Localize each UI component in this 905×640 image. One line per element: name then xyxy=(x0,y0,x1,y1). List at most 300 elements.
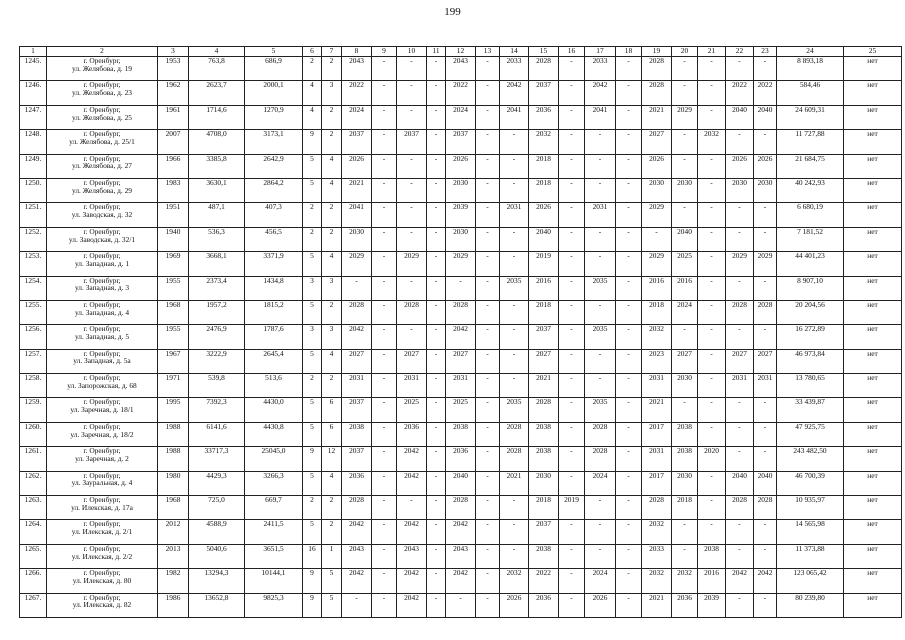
cell-col-11: - xyxy=(427,325,446,349)
cell-col-18: - xyxy=(616,81,642,105)
cell-col-20: 2027 xyxy=(672,349,698,373)
cell-col-18: - xyxy=(616,569,642,593)
cell-col-7: 2 xyxy=(322,374,342,398)
cell-col-15: 2026 xyxy=(529,203,559,227)
cell-col-6: 2 xyxy=(303,57,322,81)
cell-col-24: 13 780,65 xyxy=(777,374,844,398)
cell-col-4: 5040,6 xyxy=(189,544,245,568)
address-city: г. Оренбург, xyxy=(83,154,121,163)
cell-col-10: - xyxy=(397,178,427,202)
cell-col-24: 8 893,18 xyxy=(777,57,844,81)
cell-col-21: - xyxy=(698,349,726,373)
cell-col-14: - xyxy=(500,349,529,373)
table-row xyxy=(20,593,902,617)
cell-col-7: 12 xyxy=(322,447,342,471)
row-number-cell: 1260. xyxy=(20,422,47,446)
address-cell xyxy=(47,178,158,202)
cell-col-25: нет xyxy=(844,569,902,593)
cell-col-4: 7392,3 xyxy=(189,398,245,422)
cell-col-7: 1 xyxy=(322,544,342,568)
cell-col-14: 2035 xyxy=(500,398,529,422)
cell-col-25: нет xyxy=(844,422,902,446)
row-number-cell: 1257. xyxy=(20,349,47,373)
address-street: ул. Западная, д. 5а xyxy=(73,356,131,366)
column-header-19: 19 xyxy=(642,47,672,57)
cell-col-10: - xyxy=(397,203,427,227)
cell-col-4: 2623,7 xyxy=(189,81,245,105)
cell-col-17: 2028 xyxy=(585,447,616,471)
cell-col-16: - xyxy=(559,593,585,617)
cell-col-21: - xyxy=(698,325,726,349)
column-header-13: 13 xyxy=(476,47,500,57)
cell-col-19: 2032 xyxy=(642,325,672,349)
address-city: г. Оренбург, xyxy=(83,519,121,529)
cell-col-22: 2031 xyxy=(726,374,754,398)
cell-col-19: 2028 xyxy=(642,57,672,81)
cell-col-15: 2037 xyxy=(529,520,559,544)
cell-col-14: - xyxy=(500,154,529,178)
cell-col-5: 1815,2 xyxy=(245,300,303,324)
cell-col-22: 2028 xyxy=(726,496,754,520)
cell-col-16: - xyxy=(559,374,585,398)
cell-col-3: 1955 xyxy=(158,325,189,349)
cell-col-22: 2026 xyxy=(726,154,754,178)
cell-col-23: 2028 xyxy=(754,496,777,520)
cell-col-13: - xyxy=(476,276,500,300)
cell-col-3: 1966 xyxy=(158,154,189,178)
cell-col-16: - xyxy=(559,398,585,422)
address-city: г. Оренбург, xyxy=(83,300,121,309)
cell-col-15: 2038 xyxy=(529,447,559,471)
cell-col-18: - xyxy=(616,154,642,178)
cell-col-20: 2038 xyxy=(672,422,698,446)
cell-col-7: 2 xyxy=(322,105,342,129)
cell-col-5: 2000,1 xyxy=(245,81,303,105)
cell-col-6: 9 xyxy=(303,447,322,471)
cell-col-23: - xyxy=(754,520,777,544)
cell-col-24: 10 935,97 xyxy=(777,496,844,520)
cell-col-12: 2037 xyxy=(446,130,476,154)
cell-col-25: нет xyxy=(844,447,902,471)
cell-col-11: - xyxy=(427,203,446,227)
column-header-21: 21 xyxy=(698,47,726,57)
cell-col-23: - xyxy=(754,130,777,154)
cell-col-19: 2016 xyxy=(642,276,672,300)
cell-col-16: - xyxy=(559,349,585,373)
cell-col-24: 24 609,31 xyxy=(777,105,844,129)
cell-col-19: 2032 xyxy=(642,520,672,544)
cell-col-4: 3668,1 xyxy=(189,252,245,276)
cell-col-18: - xyxy=(616,178,642,202)
cell-col-7: 6 xyxy=(322,398,342,422)
cell-col-10: 2025 xyxy=(397,398,427,422)
cell-col-24: 21 684,75 xyxy=(777,154,844,178)
cell-col-13: - xyxy=(476,349,500,373)
cell-col-17: - xyxy=(585,130,616,154)
cell-col-9: - xyxy=(372,227,397,251)
cell-col-19: 2027 xyxy=(642,130,672,154)
cell-col-4: 2373,4 xyxy=(189,276,245,300)
address-cell xyxy=(47,227,158,251)
address-city: г. Оренбург, xyxy=(83,544,121,553)
cell-col-4: 1957,2 xyxy=(189,300,245,324)
row-number-cell: 1247. xyxy=(20,105,47,129)
cell-col-24: 7 181,52 xyxy=(777,227,844,251)
cell-col-16: - xyxy=(559,276,585,300)
cell-col-24: 8 907,10 xyxy=(777,276,844,300)
cell-col-12: 2036 xyxy=(446,447,476,471)
cell-col-11: - xyxy=(427,252,446,276)
cell-col-24: 46 700,39 xyxy=(777,471,844,495)
cell-col-11: - xyxy=(427,447,446,471)
table-row xyxy=(20,57,902,81)
cell-col-24: 46 973,84 xyxy=(777,349,844,373)
cell-col-18: - xyxy=(616,447,642,471)
cell-col-10: 2042 xyxy=(397,471,427,495)
cell-col-9: - xyxy=(372,252,397,276)
address-city: г. Оренбург, xyxy=(83,593,121,602)
cell-col-22: 2030 xyxy=(726,178,754,202)
cell-col-12: 2039 xyxy=(446,203,476,227)
cell-col-6: 5 xyxy=(303,178,322,202)
cell-col-21: - xyxy=(698,374,726,398)
cell-col-4: 33717,3 xyxy=(189,447,245,471)
cell-col-10: - xyxy=(397,496,427,520)
cell-col-20: - xyxy=(672,130,698,154)
cell-col-23: - xyxy=(754,398,777,422)
cell-col-9: - xyxy=(372,178,397,202)
address-street: ул. Желябова, д. 19 xyxy=(71,63,133,73)
cell-col-24: 14 565,98 xyxy=(777,520,844,544)
cell-col-12: 2031 xyxy=(446,374,476,398)
cell-col-24: 44 401,23 xyxy=(777,252,844,276)
cell-col-19: 2033 xyxy=(642,544,672,568)
cell-col-7: 5 xyxy=(322,569,342,593)
cell-col-18: - xyxy=(616,57,642,81)
cell-col-16: - xyxy=(559,57,585,81)
cell-col-11: - xyxy=(427,130,446,154)
address-cell xyxy=(47,496,158,520)
cell-col-20: 2024 xyxy=(672,300,698,324)
table-row xyxy=(20,105,902,129)
cell-col-21: - xyxy=(698,203,726,227)
cell-col-10: 2042 xyxy=(397,569,427,593)
cell-col-14: - xyxy=(500,496,529,520)
cell-col-22: 2042 xyxy=(726,569,754,593)
cell-col-21: 2038 xyxy=(698,544,726,568)
column-header-16: 16 xyxy=(559,47,585,57)
cell-col-5: 1270,9 xyxy=(245,105,303,129)
cell-col-21: - xyxy=(698,300,726,324)
cell-col-18: - xyxy=(616,593,642,617)
column-header-4: 4 xyxy=(189,47,245,57)
cell-col-9: - xyxy=(372,349,397,373)
cell-col-4: 3222,9 xyxy=(189,349,245,373)
address-street: ул. Западная, д. 4 xyxy=(74,307,130,317)
cell-col-23: - xyxy=(754,276,777,300)
table-row xyxy=(20,130,902,154)
cell-col-11: - xyxy=(427,178,446,202)
cell-col-20: 2016 xyxy=(672,276,698,300)
cell-col-8: 2042 xyxy=(342,520,372,544)
cell-col-17: - xyxy=(585,349,616,373)
cell-col-12: 2025 xyxy=(446,398,476,422)
row-number-cell: 1252. xyxy=(20,227,47,251)
cell-col-13: - xyxy=(476,398,500,422)
address-cell xyxy=(47,374,158,398)
cell-col-7: 2 xyxy=(322,520,342,544)
address-cell xyxy=(47,81,158,105)
address-street: ул. Илекская, д. 2/1 xyxy=(71,527,133,537)
cell-col-16: - xyxy=(559,471,585,495)
cell-col-19: 2023 xyxy=(642,349,672,373)
cell-col-16: - xyxy=(559,325,585,349)
cell-col-16: - xyxy=(559,105,585,129)
address-cell xyxy=(47,203,158,227)
cell-col-11: - xyxy=(427,57,446,81)
cell-col-7: 4 xyxy=(322,349,342,373)
cell-col-4: 3630,1 xyxy=(189,178,245,202)
cell-col-8: 2021 xyxy=(342,178,372,202)
cell-col-5: 3266,3 xyxy=(245,471,303,495)
cell-col-10: 2042 xyxy=(397,447,427,471)
cell-col-13: - xyxy=(476,569,500,593)
address-street: ул. Заречная, д. 2 xyxy=(75,454,129,464)
cell-col-5: 456,5 xyxy=(245,227,303,251)
cell-col-18: - xyxy=(616,471,642,495)
cell-col-14: 2041 xyxy=(500,105,529,129)
cell-col-11: - xyxy=(427,105,446,129)
address-city: г. Оренбург, xyxy=(83,56,121,65)
cell-col-6: 5 xyxy=(303,154,322,178)
cell-col-20: - xyxy=(672,154,698,178)
cell-col-21: - xyxy=(698,227,726,251)
column-header-9: 9 xyxy=(372,47,397,57)
cell-col-6: 2 xyxy=(303,227,322,251)
cell-col-15: 2028 xyxy=(529,57,559,81)
cell-col-5: 4430,0 xyxy=(245,398,303,422)
cell-col-21: - xyxy=(698,252,726,276)
cell-col-11: - xyxy=(427,544,446,568)
cell-col-16: - xyxy=(559,422,585,446)
cell-col-14: 2031 xyxy=(500,203,529,227)
address-street: ул. Илекская, д. 2/2 xyxy=(71,551,133,561)
address-street: ул. Желябова, д. 27 xyxy=(71,161,133,171)
cell-col-22: 2027 xyxy=(726,349,754,373)
table-row xyxy=(20,374,902,398)
cell-col-23: 2029 xyxy=(754,252,777,276)
table-row xyxy=(20,398,902,422)
cell-col-12: 2043 xyxy=(446,57,476,81)
cell-col-10: 2036 xyxy=(397,422,427,446)
cell-col-21: 2032 xyxy=(698,130,726,154)
cell-col-18: - xyxy=(616,398,642,422)
cell-col-22: 2040 xyxy=(726,105,754,129)
address-street: ул. Желябова, д. 25 xyxy=(71,112,133,122)
cell-col-10: - xyxy=(397,276,427,300)
cell-col-5: 4430,8 xyxy=(245,422,303,446)
address-city: г. Оренбург, xyxy=(83,129,121,139)
cell-col-13: - xyxy=(476,130,500,154)
cell-col-25: нет xyxy=(844,325,902,349)
cell-col-7: 2 xyxy=(322,496,342,520)
column-header-12: 12 xyxy=(446,47,476,57)
cell-col-8: 2029 xyxy=(342,252,372,276)
cell-col-4: 13652,8 xyxy=(189,593,245,617)
cell-col-19: 2028 xyxy=(642,496,672,520)
row-number-cell: 1258. xyxy=(20,374,47,398)
cell-col-21: - xyxy=(698,276,726,300)
address-cell xyxy=(47,300,158,324)
cell-col-25: нет xyxy=(844,154,902,178)
address-street: ул. Заречная, д. 18/1 xyxy=(70,405,134,415)
column-header-15: 15 xyxy=(529,47,559,57)
cell-col-9: - xyxy=(372,544,397,568)
cell-col-3: 1962 xyxy=(158,81,189,105)
cell-col-8: 2031 xyxy=(342,374,372,398)
cell-col-9: - xyxy=(372,154,397,178)
cell-col-21: 2020 xyxy=(698,447,726,471)
cell-col-23: 2026 xyxy=(754,154,777,178)
cell-col-13: - xyxy=(476,544,500,568)
address-city: г. Оренбург, xyxy=(83,202,121,212)
cell-col-6: 5 xyxy=(303,252,322,276)
address-street: ул. Заводская, д. 32 xyxy=(71,210,133,220)
cell-col-19: 2021 xyxy=(642,398,672,422)
row-number-cell: 1266. xyxy=(20,569,47,593)
cell-col-19: 2021 xyxy=(642,593,672,617)
cell-col-6: 2 xyxy=(303,496,322,520)
cell-col-16: - xyxy=(559,227,585,251)
address-street: ул. Западная, д. 1 xyxy=(74,258,130,268)
cell-col-14: 2028 xyxy=(500,422,529,446)
cell-col-4: 6141,6 xyxy=(189,422,245,446)
cell-col-12: 2028 xyxy=(446,496,476,520)
cell-col-23: 2028 xyxy=(754,300,777,324)
column-header-17: 17 xyxy=(585,47,616,57)
cell-col-23: 2040 xyxy=(754,471,777,495)
cell-col-5: 2645,4 xyxy=(245,349,303,373)
cell-col-12: 2028 xyxy=(446,300,476,324)
cell-col-24: 16 272,89 xyxy=(777,325,844,349)
cell-col-7: 4 xyxy=(322,471,342,495)
cell-col-25: нет xyxy=(844,203,902,227)
cell-col-8: 2037 xyxy=(342,398,372,422)
cell-col-21: 2039 xyxy=(698,593,726,617)
cell-col-17: 2024 xyxy=(585,471,616,495)
cell-col-14: - xyxy=(500,252,529,276)
cell-col-13: - xyxy=(476,105,500,129)
cell-col-15: 2018 xyxy=(529,300,559,324)
row-number-cell: 1262. xyxy=(20,471,47,495)
address-city: г. Оренбург, xyxy=(83,422,121,431)
cell-col-4: 2476,9 xyxy=(189,325,245,349)
cell-col-22: - xyxy=(726,276,754,300)
address-street: ул. Илекская, д. 80 xyxy=(72,575,132,585)
address-cell xyxy=(47,520,158,544)
cell-col-13: - xyxy=(476,325,500,349)
cell-col-12: 2027 xyxy=(446,349,476,373)
cell-col-25: нет xyxy=(844,105,902,129)
cell-col-17: - xyxy=(585,227,616,251)
cell-col-17: - xyxy=(585,300,616,324)
cell-col-20: - xyxy=(672,57,698,81)
cell-col-15: 2037 xyxy=(529,325,559,349)
cell-col-10: - xyxy=(397,57,427,81)
address-cell xyxy=(47,349,158,373)
address-cell xyxy=(47,569,158,593)
cell-col-13: - xyxy=(476,422,500,446)
cell-col-17: 2026 xyxy=(585,593,616,617)
cell-col-5: 2864,2 xyxy=(245,178,303,202)
cell-col-21: 2016 xyxy=(698,569,726,593)
housing-register-table xyxy=(19,46,902,618)
cell-col-13: - xyxy=(476,252,500,276)
row-number-cell: 1263. xyxy=(20,496,47,520)
cell-col-16: - xyxy=(559,447,585,471)
cell-col-15: 2018 xyxy=(529,154,559,178)
cell-col-15: 2038 xyxy=(529,422,559,446)
cell-col-14: 2032 xyxy=(500,569,529,593)
column-header-23: 23 xyxy=(754,47,777,57)
cell-col-14: 2035 xyxy=(500,276,529,300)
address-cell xyxy=(47,130,158,154)
cell-col-8: 2041 xyxy=(342,203,372,227)
cell-col-13: - xyxy=(476,57,500,81)
table-row xyxy=(20,447,902,471)
address-cell xyxy=(47,447,158,471)
cell-col-20: 2036 xyxy=(672,593,698,617)
cell-col-3: 1983 xyxy=(158,178,189,202)
cell-col-22: - xyxy=(726,203,754,227)
cell-col-6: 5 xyxy=(303,422,322,446)
cell-col-25: нет xyxy=(844,57,902,81)
cell-col-12: 2030 xyxy=(446,227,476,251)
table-row xyxy=(20,81,902,105)
cell-col-23: - xyxy=(754,227,777,251)
row-number-cell: 1249. xyxy=(20,154,47,178)
address-street: ул. Илекская, д. 17а xyxy=(71,502,133,512)
cell-col-10: - xyxy=(397,81,427,105)
cell-col-7: 2 xyxy=(322,203,342,227)
cell-col-5: 686,9 xyxy=(245,57,303,81)
cell-col-3: 1940 xyxy=(158,227,189,251)
cell-col-22: - xyxy=(726,544,754,568)
address-street: ул. Заводская, д. 32/1 xyxy=(68,234,136,244)
cell-col-17: - xyxy=(585,178,616,202)
table-row xyxy=(20,520,902,544)
cell-col-8: 2042 xyxy=(342,569,372,593)
cell-col-9: - xyxy=(372,203,397,227)
cell-col-14: 2021 xyxy=(500,471,529,495)
address-street: ул. Желябова, д. 29 xyxy=(71,185,133,195)
cell-col-19: 2017 xyxy=(642,422,672,446)
address-city: г. Оренбург, xyxy=(83,276,121,285)
address-city: г. Оренбург, xyxy=(83,251,121,261)
cell-col-12: 2042 xyxy=(446,325,476,349)
address-cell xyxy=(47,398,158,422)
cell-col-14: 2042 xyxy=(500,81,529,105)
cell-col-23: - xyxy=(754,593,777,617)
cell-col-15: 2036 xyxy=(529,105,559,129)
cell-col-4: 763,8 xyxy=(189,57,245,81)
cell-col-22: 2028 xyxy=(726,300,754,324)
cell-col-18: - xyxy=(616,130,642,154)
cell-col-17: - xyxy=(585,154,616,178)
cell-col-8: 2043 xyxy=(342,544,372,568)
cell-col-23: - xyxy=(754,203,777,227)
cell-col-7: 4 xyxy=(322,252,342,276)
